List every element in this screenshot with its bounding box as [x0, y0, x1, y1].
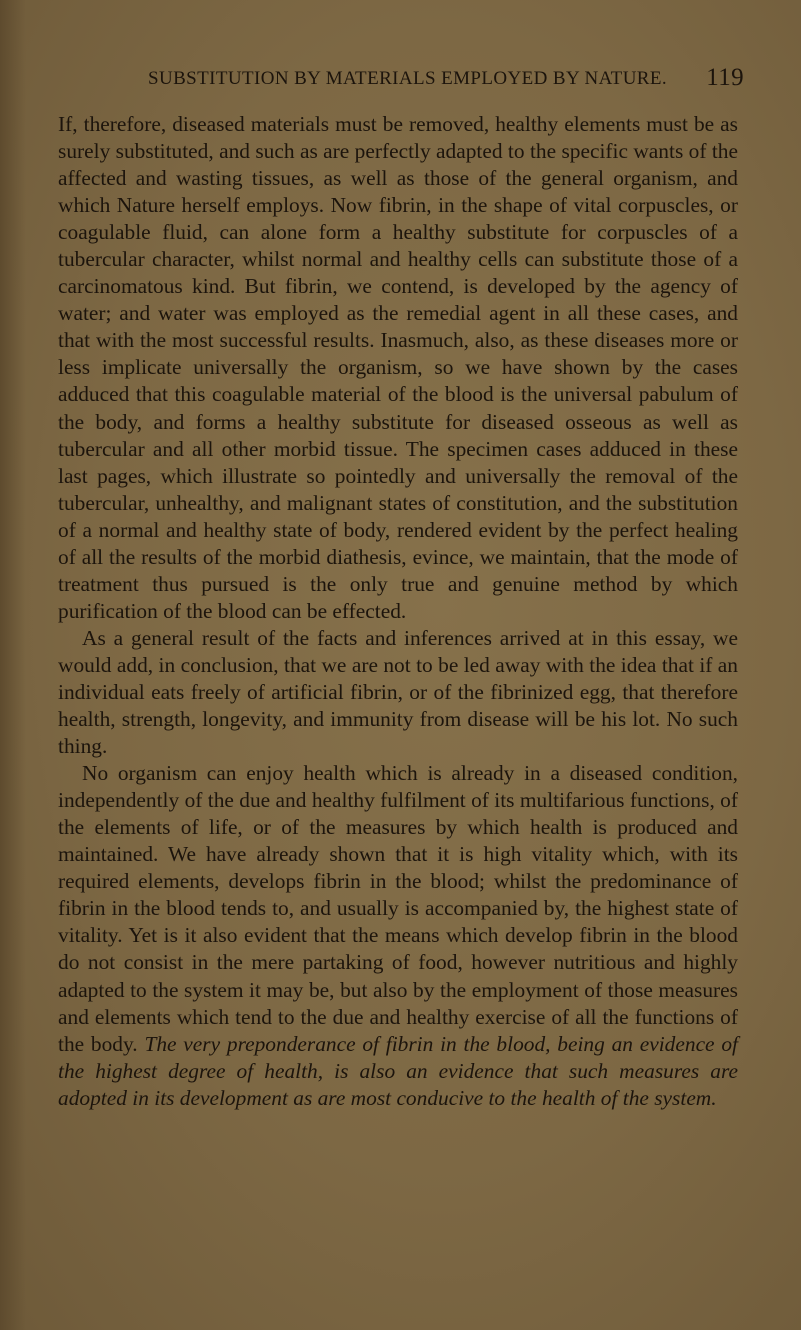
running-head: [148, 64, 744, 94]
binding-shadow: [0, 0, 26, 1330]
page-number: 119: [706, 64, 744, 91]
paragraph-3-emphasis: The very preponderance of fibrin in the blood, being an evidence of the highest degree of health, is also an evidence that such measures are adopted in its development as are most conducive to the health of the system.: [58, 1031, 738, 1110]
paragraph-1: If, therefore, diseased materials must be removed, healthy elements must be as surely substituted, and such as are perfectly adapted to the specific wants of the affected and wasting tissues, as well as those of the general organism, and which Nature herself employs. Now fibrin, in the shape of vital corpuscles, or coagulable fluid, can alone form a healthy substitute for corpuscles of a tubercular character, whilst normal and healthy cells can substitute those of a carcinomatous kind. But fibrin, we contend, is developed by the agency of water; and water was employed as the remedial agent in all these cases, and that with the most successful results. Inasmuch, also, as these diseases more or less implicate universally the organism, so we have shown by the cases adduced that this coagulable material of the blood is the universal pabulum of the body, and forms a healthy substitute for diseased osseous as well as tubercular and all other morbid tissue. The specimen cases adduced in these last pages, which illustrate so pointedly and universally the removal of the tubercular, unhealthy, and malignant states of constitution, and the substitution of a normal and healthy state of body, rendered evident by the perfect healing of all the results of the morbid diathesis, evince, we maintain, that the mode of treatment thus pursued is the only true and genuine method by which purification of the blood can be effected.: [58, 112, 738, 623]
paragraph-2: As a general result of the facts and inferences arrived at in this essay, we would add, in conclusion, that we are not to be led away with the idea that if an individual eats freely of artificial fibrin, or of the fibrinized egg, that therefore health, strength, longevity, and immunity from disease will be his lot. No such thing.: [58, 625, 738, 759]
body-text: [58, 111, 738, 1112]
paragraph-3-text: No organism can enjoy health which is already in a diseased condition, independently of the due and healthy fulfilment of its multifarious functions, of the elements of life, or of the measures by which health is produced and maintained. We have already shown that it is high vitality which, with its required elements, develops fibrin in the blood; whilst the predominance of fibrin in the blood tends to, and usually is accompanied by, the highest state of vitality. Yet is it also evident that the means which develop fibrin in the blood do not consist in the mere partaking of food, however nutritious and highly adapted to the system it may be, but also by the employment of those measures and elements which tend to the due and healthy exercise of all the functions of the body.: [58, 761, 738, 1056]
running-head-title: SUBSTITUTION BY MATERIALS EMPLOYED BY NATURE.: [148, 68, 668, 89]
paragraph-3: [58, 760, 738, 1112]
